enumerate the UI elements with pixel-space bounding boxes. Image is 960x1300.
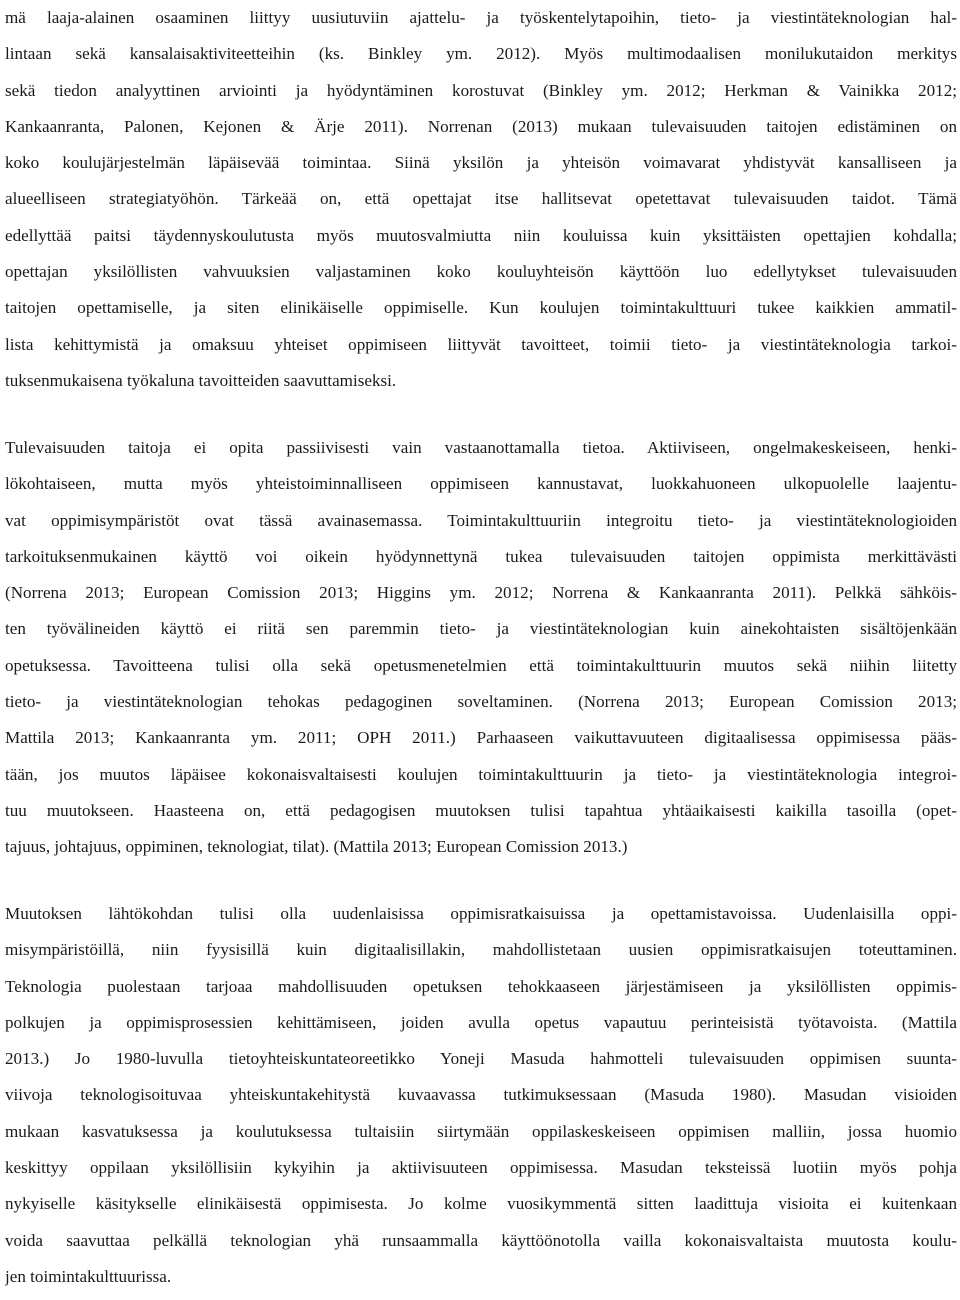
text-line: opetuksessa. Tavoitteena tulisi olla sekä opetusmenetelmien että toimintakulttuurin muutos sekä niihin liitetty [5,655,957,675]
text-line: mä laaja-alainen osaaminen liittyy uusiutuviin ajattelu- ja työskentelytapoihin, tieto- ja viestintäteknologian hal- [5,8,957,27]
text-line: tuksenmukaisena työkaluna tavoitteiden saavuttamiseksi. [5,370,397,390]
text-line: ten työvälineiden käyttö ei riitä sen paremmin tieto- ja viestintäteknologian kuin ainekohtaisten sisältöjenkään [5,619,957,639]
document-page [5,0,957,1300]
text-line: voida saavuttaa pelkällä teknologian yhä runsaammalla käyttöönotolla vailla kokonaisvaltaista muutosta koulu- [5,1230,957,1250]
text-line: Mattila 2013; Kankaanranta ym. 2011; OPH 2011.) Parhaaseen vaikuttavuuteen digitaalisessa oppimisessa pääs- [5,728,957,748]
text-line: edellyttää paitsi täydennyskoulutusta myös muutosvalmiutta niin kouluissa kuin yksittäisten opettajien kohdalla; [5,225,957,245]
paragraph-starting-point [5,896,957,1295]
text-line: alueelliseen strategiatyöhön. Tärkeää on, että opettajat itse hallitsevat opetettavat tulevaisuuden taidot. Tämä [5,189,957,209]
text-line: Muutoksen lähtökohdan tulisi olla uudenlaisissa oppimisratkaisuissa ja opettamistavoissa. Uudenlaisilla oppi- [5,904,957,923]
text-line: taitojen opettamiselle, ja siten elinikäiselle oppimiselle. Kun koulujen toimintakulttuuri tukee kaikkien ammatil- [5,298,957,318]
text-line: nykyiselle käsitykselle elinikäisestä oppimisesta. Jo kolme vuosikymmentä sitten laadittuja visioita ei kuitenkaan [5,1194,957,1214]
text-line: jen toimintakulttuurissa. [5,1266,172,1286]
text-line: tieto- ja viestintäteknologian tehokas pedagoginen soveltaminen. (Norrena 2013; European Comission 2013; [5,692,957,712]
text-line: 2013.) Jo 1980-luvulla tietoyhteiskuntateoreetikko Yoneji Masuda hahmotteli tulevaisuuden oppimisen suunta- [5,1049,957,1069]
text-line: Tulevaisuuden taitoja ei opita passiivisesti vain vastaanottamalla tietoa. Aktiiviseen, ongelmakeskeiseen, henki- [5,438,957,457]
text-line: vat oppimisympäristöt ovat tässä avainasemassa. Toimintakulttuuriin integroitu tieto- ja viestintäteknologioiden [5,510,957,530]
text-line: (Norrena 2013; European Comission 2013; Higgins ym. 2012; Norrena & Kankaanranta 2011). Pelkkä sähköis- [5,583,957,603]
text-line: misympäristöillä, niin fyysisillä kuin digitaalisillakin, mahdollistetaan uusien oppimisratkaisujen toteuttaminen. [5,940,957,960]
text-line: mukaan kasvatuksessa ja koulutuksessa tultaisiin siirtymään oppilaskeskeiseen oppimisen malliin, jossa huomio [5,1121,957,1141]
text-line: lista kehittymistä ja omaksuu yhteiset oppimiseen liittyvät tavoitteet, toimii tieto- ja viestintäteknologia tarkoi- [5,334,957,354]
text-line: koko koulujärjestelmän läpäisevää toimintaa. Siinä yksilön ja yhteisön voimavarat yhdistyvät kansalliseen ja [5,153,957,173]
text-line: lintaan sekä kansalaisaktiviteetteihin (ks. Binkley ym. 2012). Myös multimodaalisen monilukutaidon merkitys [5,44,957,64]
text-line: polkujen ja oppimisprosessien kehittämiseen, joiden avulla opetus vapautuu perinteisistä työtavoista. (Mattila [5,1012,957,1032]
text-line: keskittyy oppilaan yksilöllisiin kykyihin ja aktiivisuuteen oppimisessa. Masudan teksteissä luotiin myös pohja [5,1158,957,1178]
text-line: tajuus, johtajuus, oppiminen, teknologiat, tilat). (Mattila 2013; European Comission 2013.) [5,837,628,857]
paragraph-future-skills [5,430,957,866]
text-line: lökohtaiseen, mutta myös yhteistoiminnalliseen oppimiseen kannustavat, luokkahuoneen ulkopuolelle laajentu- [5,474,957,494]
text-line: tuu muutokseen. Haasteena on, että pedagogisen muutoksen tulisi tapahtua yhtäaikaisesti kaikilla tasoilla (opet- [5,800,957,820]
text-line: sekä tiedon analyyttinen arviointi ja hyödyntäminen korostuvat (Binkley ym. 2012; Herkman & Vainikka 2012; [5,80,957,100]
paragraph-continued [5,0,957,399]
text-line: tään, jos muutos läpäisee kokonaisvaltaisesti koulujen toimintakulttuurin ja tieto- ja viestintäteknologia integroi- [5,764,957,784]
text-line: Kankaanranta, Palonen, Kejonen & Ärje 2011). Norrenan (2013) mukaan tulevaisuuden taitojen edistäminen on [5,116,957,136]
text-line: opettajan yksilöllisten vahvuuksien valjastaminen koko kouluyhteisön käyttöön luo edellytykset tulevaisuuden [5,262,957,282]
text-line: viivoja teknologisoituvaa yhteiskuntakehitystä kuvaavassa tutkimuksessaan (Masuda 1980). Masudan visioiden [5,1085,957,1105]
text-line: Teknologia puolestaan tarjoaa mahdollisuuden opetuksen tehokkaaseen järjestämiseen ja yksilöllisten oppimis- [5,976,957,996]
text-line: tarkoituksenmukainen käyttö voi oikein hyödynnettynä tukea tulevaisuuden taitojen oppimista merkittävästi [5,546,957,566]
